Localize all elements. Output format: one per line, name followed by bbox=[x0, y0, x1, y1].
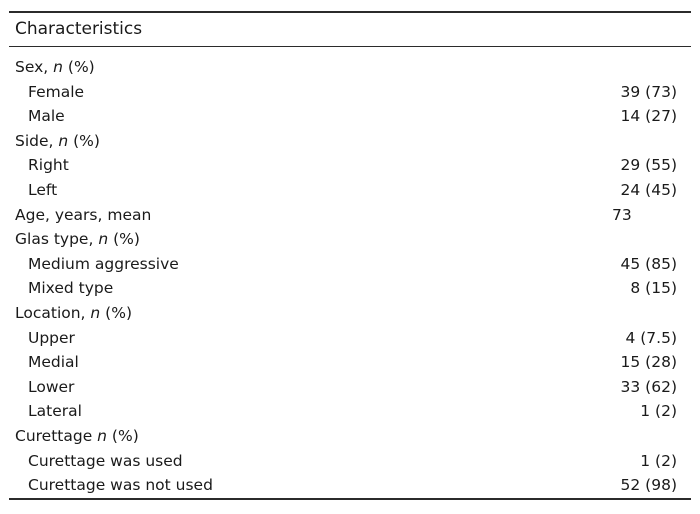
row-label-italic: n bbox=[97, 426, 107, 445]
row-value: 8 (15) bbox=[630, 279, 677, 298]
row-label-italic: n bbox=[90, 303, 101, 322]
table-row bbox=[0, 153, 700, 178]
row-label-text: Curettage was not used bbox=[28, 476, 213, 495]
table-body bbox=[0, 55, 700, 498]
row-label bbox=[15, 55, 95, 80]
row-label bbox=[15, 129, 100, 154]
row-label-italic: n bbox=[98, 230, 109, 249]
row-label bbox=[15, 424, 139, 449]
row-label-text: Male bbox=[28, 107, 65, 126]
row-value: 15 (28) bbox=[620, 353, 677, 372]
table-bottom-rule bbox=[9, 498, 691, 500]
row-label bbox=[28, 104, 65, 129]
row-label bbox=[28, 473, 213, 498]
row-label-tail: (%) bbox=[68, 131, 100, 150]
row-label-italic: n bbox=[58, 131, 69, 150]
row-value: 14 (27) bbox=[620, 107, 677, 126]
table-row bbox=[0, 203, 700, 228]
row-value: 1 (2) bbox=[640, 402, 677, 421]
table-top-rule bbox=[9, 11, 691, 13]
row-value: 45 (85) bbox=[620, 254, 677, 273]
table-row bbox=[0, 449, 700, 474]
table-row bbox=[0, 399, 700, 424]
table-row bbox=[0, 104, 700, 129]
row-value: 29 (55) bbox=[620, 156, 677, 175]
row-label-text: Medium aggressive bbox=[28, 254, 179, 273]
row-label-text: Side, bbox=[15, 131, 59, 150]
row-label bbox=[28, 80, 84, 105]
row-label bbox=[28, 252, 179, 277]
row-label-tail: (%) bbox=[62, 58, 95, 76]
row-label-text: Glas type, bbox=[15, 230, 99, 249]
table-row bbox=[0, 301, 700, 326]
table-row bbox=[0, 326, 700, 351]
row-label bbox=[28, 375, 74, 400]
row-label-text: Female bbox=[28, 82, 85, 101]
row-label-text: Curettage was used bbox=[28, 451, 183, 470]
table-row bbox=[0, 424, 700, 449]
row-label-text: Right bbox=[28, 156, 69, 175]
row-value: 73 bbox=[612, 205, 632, 224]
row-label-text: Left bbox=[28, 180, 58, 199]
row-label-text: Sex, bbox=[15, 58, 54, 76]
table-row bbox=[0, 473, 700, 498]
row-label-text: Lateral bbox=[28, 402, 82, 421]
row-label bbox=[15, 301, 132, 326]
row-label-tail: (%) bbox=[100, 303, 132, 322]
row-label-text: Medial bbox=[28, 353, 79, 372]
row-label bbox=[28, 350, 79, 375]
row-label-italic: n bbox=[53, 58, 63, 76]
row-label bbox=[28, 326, 75, 351]
row-label bbox=[28, 153, 69, 178]
row-label bbox=[28, 276, 113, 301]
table-row bbox=[0, 276, 700, 301]
row-label-text: Curettage bbox=[15, 426, 98, 445]
row-value: 33 (62) bbox=[620, 377, 677, 396]
row-label-tail: (%) bbox=[108, 230, 140, 249]
row-value: 24 (45) bbox=[620, 180, 677, 199]
row-label-text: Upper bbox=[28, 328, 75, 347]
row-value: 1 (2) bbox=[640, 451, 677, 470]
row-label bbox=[15, 227, 140, 252]
table-row bbox=[0, 129, 700, 154]
table-row bbox=[0, 227, 700, 252]
row-label bbox=[28, 178, 57, 203]
table-row bbox=[0, 375, 700, 400]
row-label bbox=[28, 449, 183, 474]
row-value: 39 (73) bbox=[620, 82, 677, 101]
row-label-text: Mixed type bbox=[28, 279, 114, 298]
row-label bbox=[28, 399, 82, 424]
row-value: 52 (98) bbox=[620, 476, 677, 495]
table-header-rule bbox=[9, 46, 691, 47]
row-label-text: Lower bbox=[28, 377, 75, 396]
table-row bbox=[0, 80, 700, 105]
row-label-tail: (%) bbox=[107, 426, 139, 445]
row-label bbox=[15, 203, 151, 228]
table-header: Characteristics bbox=[15, 19, 143, 39]
row-label-text: Location, bbox=[15, 303, 91, 322]
table-row bbox=[0, 55, 700, 80]
table-row bbox=[0, 252, 700, 277]
table-row bbox=[0, 350, 700, 375]
row-label-text: Age, years, mean bbox=[15, 205, 152, 224]
table-row bbox=[0, 178, 700, 203]
row-value: 4 (7.5) bbox=[625, 328, 677, 347]
